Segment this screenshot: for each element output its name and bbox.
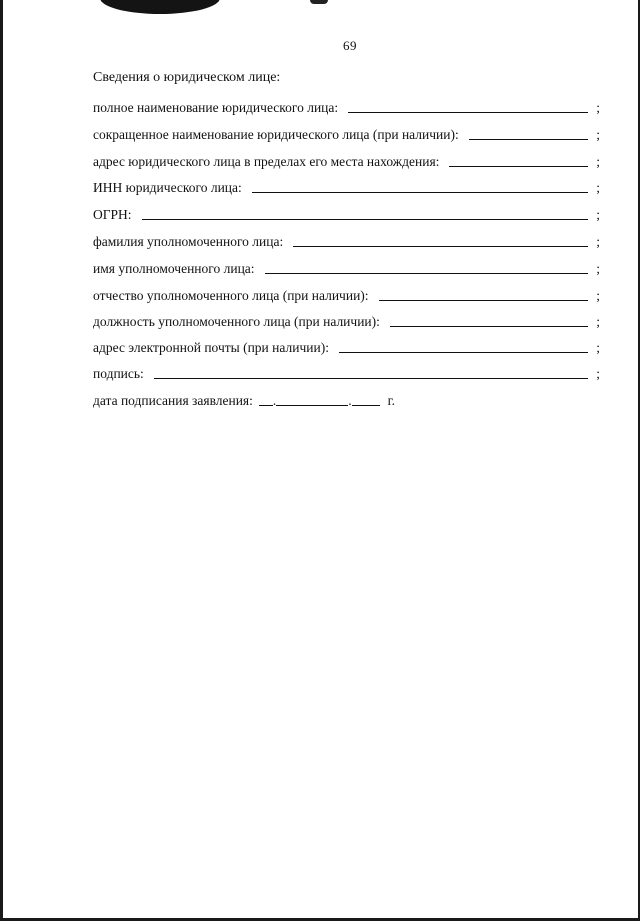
field-label: подпись: xyxy=(93,366,144,381)
field-terminator: ; xyxy=(596,127,600,142)
fill-line[interactable] xyxy=(390,325,588,327)
field-label: имя уполномоченного лица: xyxy=(93,261,255,276)
field-terminator: ; xyxy=(596,154,600,169)
field-terminator: ; xyxy=(596,207,600,222)
field-email[interactable] xyxy=(93,336,600,356)
field-position[interactable] xyxy=(93,310,600,330)
fill-line[interactable] xyxy=(265,272,589,274)
field-patronymic[interactable] xyxy=(93,284,600,304)
field-terminator: ; xyxy=(596,366,600,381)
field-label: сокращенное наименование юридического лица (при наличии): xyxy=(93,127,459,142)
field-label: дата подписания заявления: xyxy=(93,393,253,408)
field-inn[interactable] xyxy=(93,176,600,196)
field-label: адрес электронной почты (при наличии): xyxy=(93,340,329,355)
field-signature[interactable] xyxy=(93,362,600,382)
field-terminator: ; xyxy=(596,340,600,355)
fill-line[interactable] xyxy=(379,299,589,301)
field-full-name[interactable] xyxy=(93,96,600,116)
field-terminator: ; xyxy=(596,180,600,195)
field-label: отчество уполномоченного лица (при наличии): xyxy=(93,288,369,303)
fill-line[interactable] xyxy=(348,111,588,113)
fill-line[interactable] xyxy=(154,377,588,379)
scan-artifact-small xyxy=(310,0,328,4)
fill-line[interactable] xyxy=(252,191,588,193)
field-label: ИНН юридического лица: xyxy=(93,180,242,195)
scan-edge-left xyxy=(0,0,3,921)
field-label: полное наименование юридического лица: xyxy=(93,100,339,115)
fill-line[interactable] xyxy=(469,138,589,140)
fill-line[interactable] xyxy=(142,218,589,220)
fill-line[interactable] xyxy=(339,351,588,353)
field-terminator: ; xyxy=(596,288,600,303)
field-address[interactable] xyxy=(93,150,600,170)
field-surname[interactable] xyxy=(93,230,600,250)
field-terminator: ; xyxy=(596,234,600,249)
date-separator: . xyxy=(272,393,277,408)
field-first-name[interactable] xyxy=(93,257,600,277)
fill-line[interactable] xyxy=(449,165,588,167)
day-blank[interactable] xyxy=(259,404,273,406)
year-blank[interactable] xyxy=(352,404,380,406)
field-ogrn[interactable] xyxy=(93,203,600,223)
scan-artifact xyxy=(100,0,220,14)
page-number: 69 xyxy=(343,38,357,53)
field-short-name[interactable] xyxy=(93,123,600,143)
section-heading: Сведения о юридическом лице: xyxy=(93,70,281,85)
date-separator: . xyxy=(348,393,352,408)
field-signing-date[interactable] xyxy=(93,389,395,409)
field-terminator: ; xyxy=(596,261,600,276)
field-terminator: ; xyxy=(596,314,600,329)
field-label: ОГРН: xyxy=(93,207,132,222)
field-label: адрес юридического лица в пределах его места нахождения: xyxy=(93,154,440,169)
field-terminator: ; xyxy=(596,100,600,115)
month-blank[interactable] xyxy=(276,404,348,406)
year-suffix: г. xyxy=(387,393,396,408)
fill-line[interactable] xyxy=(293,245,588,247)
field-label: должность уполномоченного лица (при наличии): xyxy=(93,314,380,329)
field-label: фамилия уполномоченного лица: xyxy=(93,234,284,249)
